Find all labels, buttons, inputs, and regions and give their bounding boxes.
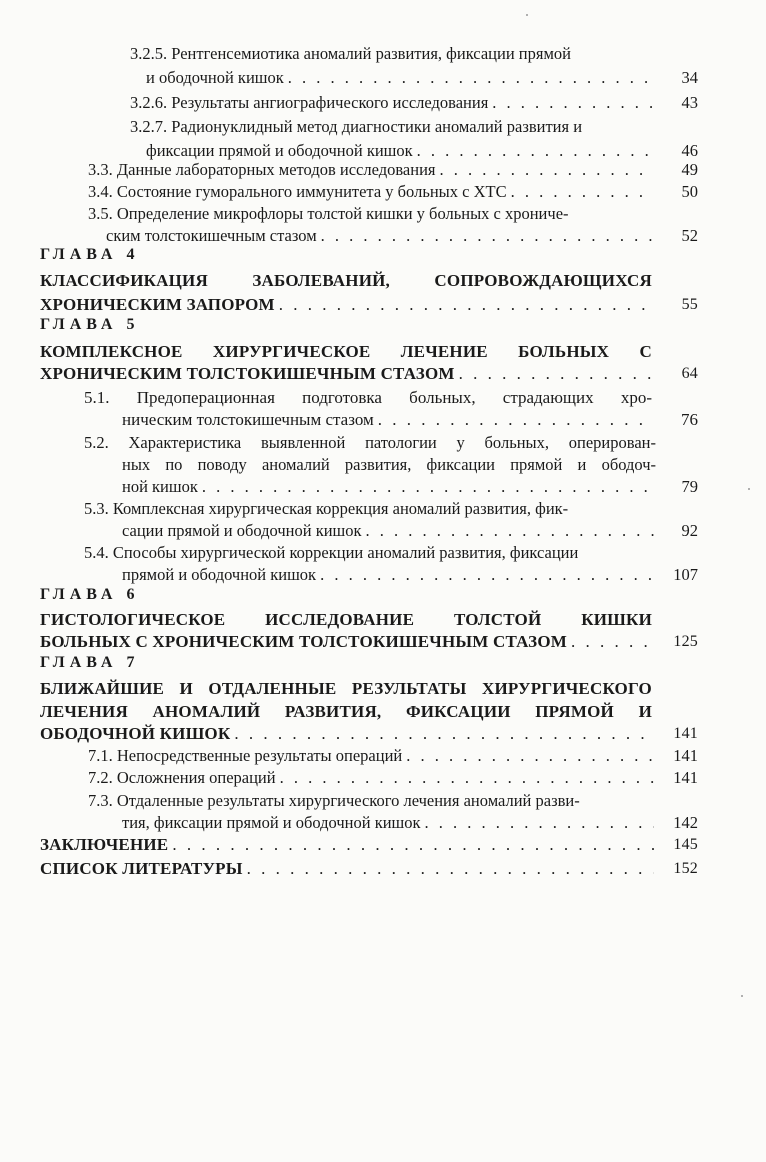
toc-entry-text: 7.3. Отдаленные результаты хирургического лечения аномалий разви- xyxy=(88,791,580,810)
dot-leader xyxy=(511,182,654,202)
toc-entry-text: 3.2.7. Радионуклидный метод диагностики аномалий развития и xyxy=(130,117,583,136)
toc-entry-text: ХРОНИЧЕСКИМ ЗАПОРОМ xyxy=(40,295,275,314)
page-number: 107 xyxy=(673,565,698,584)
chapter-4-title xyxy=(40,271,652,291)
scan-speck xyxy=(748,488,750,490)
toc-entry-7-2 xyxy=(88,768,698,788)
toc-entry-5-2-cont xyxy=(122,455,656,475)
page-number: 76 xyxy=(681,410,698,429)
toc-entry-text: фиксации прямой и ободочной кишок xyxy=(146,141,413,160)
toc-entry-5-4 xyxy=(84,543,660,563)
chapter-7-label: ГЛАВА 7 xyxy=(40,654,140,671)
toc-entry-7-3-cont xyxy=(122,813,698,833)
chapter-5-label: ГЛАВА 5 xyxy=(40,316,140,333)
toc-entry-text: 3.2.5. Рентгенсемиотика аномалий развития, фиксации прямой xyxy=(130,44,571,63)
dot-leader xyxy=(492,93,654,113)
toc-entry-5-1 xyxy=(84,388,652,408)
page-number: 141 xyxy=(673,746,698,765)
toc-entry-3-2-7-cont xyxy=(146,141,698,161)
dot-leader xyxy=(288,68,654,88)
toc-entry-text: 5.2. Характеристика выявленной патологии у больных, оперирован- xyxy=(84,433,656,452)
dot-leader xyxy=(279,295,654,315)
dot-leader xyxy=(320,565,654,585)
chapter-7-title xyxy=(40,679,652,699)
dot-leader xyxy=(378,410,654,430)
toc-entry-text: 5.4. Способы хирургической коррекции аномалий развития, фиксации xyxy=(84,543,579,562)
toc-entry-text: КОМПЛЕКСНОЕ ХИРУРГИЧЕСКОЕ ЛЕЧЕНИЕ БОЛЬНЫХ С xyxy=(40,342,652,361)
page-number: 141 xyxy=(673,768,698,787)
dot-leader xyxy=(439,160,654,180)
chapter-4-title-cont xyxy=(40,295,698,315)
toc-entry-3-4 xyxy=(88,182,698,202)
toc-entry-7-3 xyxy=(88,791,660,811)
dot-leader xyxy=(202,477,654,497)
toc-entry-5-1-cont xyxy=(122,410,698,430)
toc-entry-5-2-cont2 xyxy=(122,477,698,497)
chapter-6-label: ГЛАВА 6 xyxy=(40,586,140,603)
toc-entry-3-2-5 xyxy=(130,44,668,64)
toc-entry-text: ским толстокишечным стазом xyxy=(106,226,317,245)
dot-leader xyxy=(406,746,654,766)
chapter-5-title-cont xyxy=(40,364,698,384)
toc-entry-text: прямой и ободочной кишок xyxy=(122,565,317,584)
page-number: 64 xyxy=(681,365,698,382)
toc-entry-conclusion xyxy=(40,835,698,855)
toc-entry-text: 3.2.6. Результаты ангиографического исследования xyxy=(130,93,489,112)
chapter-6-title-cont xyxy=(40,632,698,652)
toc-entry-text: 7.2. Осложнения операций xyxy=(88,768,276,787)
dot-leader xyxy=(425,813,654,833)
toc-entry-text: и ободочной кишок xyxy=(146,68,284,87)
page-number: 34 xyxy=(681,68,698,87)
page-number: 46 xyxy=(681,141,698,160)
page-number: 79 xyxy=(681,477,698,496)
toc-entry-text: БОЛЬНЫХ С ХРОНИЧЕСКИМ ТОЛСТОКИШЕЧНЫМ СТАЗОМ xyxy=(40,632,568,651)
toc-entry-text: СПИСОК ЛИТЕРАТУРЫ xyxy=(40,859,243,878)
toc-entry-text: 3.4. Состояние гуморального иммунитета у больных с ХТС xyxy=(88,182,507,201)
dot-leader xyxy=(459,364,654,384)
toc-entry-5-2 xyxy=(84,433,656,453)
toc-entry-3-5 xyxy=(88,204,660,224)
toc-entry-5-3 xyxy=(84,499,656,519)
dot-leader xyxy=(280,768,654,788)
chapter-7-title-cont2 xyxy=(40,724,698,744)
page-number: 92 xyxy=(681,521,698,540)
chapter-5-title xyxy=(40,342,652,362)
toc-entry-text: 7.1. Непосредственные результаты операций xyxy=(88,746,403,765)
toc-entry-5-3-cont xyxy=(122,521,698,541)
toc-entry-3-2-6 xyxy=(130,93,698,113)
dot-leader xyxy=(247,859,654,879)
toc-entry-text: 3.3. Данные лабораторных методов исследования xyxy=(88,160,436,179)
toc-entry-text: КЛАССИФИКАЦИЯ ЗАБОЛЕВАНИЙ, СОПРОВОЖДАЮЩИХСЯ xyxy=(40,271,652,290)
toc-entry-text: ГИСТОЛОГИЧЕСКОЕ ИССЛЕДОВАНИЕ ТОЛСТОЙ КИШКИ xyxy=(40,610,652,629)
toc-entry-text: сации прямой и ободочной кишок xyxy=(122,521,362,540)
dot-leader xyxy=(321,226,654,246)
chapter-4-label: ГЛАВА 4 xyxy=(40,246,140,263)
toc-entry-3-2-5-cont xyxy=(146,68,698,88)
page-number: 141 xyxy=(673,725,698,742)
toc-entry-text: 3.5. Определение микрофлоры толстой кишки у больных с хрониче- xyxy=(88,204,569,223)
page-number: 142 xyxy=(673,813,698,832)
toc-entry-7-1 xyxy=(88,746,698,766)
page-number: 49 xyxy=(681,160,698,179)
page-number: 145 xyxy=(673,836,698,853)
page-number: 50 xyxy=(681,182,698,201)
page-number: 52 xyxy=(681,226,698,245)
dot-leader xyxy=(571,632,654,652)
toc-entry-text: ной кишок xyxy=(122,477,198,496)
toc-entry-text: 5.3. Комплексная хирургическая коррекция аномалий развития, фик- xyxy=(84,499,569,518)
toc-entry-text: тия, фиксации прямой и ободочной кишок xyxy=(122,813,421,832)
chapter-7-title-cont xyxy=(40,702,652,722)
scan-speck xyxy=(526,14,528,16)
dot-leader xyxy=(417,141,654,161)
toc-entry-3-3 xyxy=(88,160,698,180)
dot-leader xyxy=(366,521,654,541)
toc-entry-text: ническим толстокишечным стазом xyxy=(122,410,374,429)
scan-speck xyxy=(741,995,743,997)
toc-entry-text: БЛИЖАЙШИЕ И ОТДАЛЕННЫЕ РЕЗУЛЬТАТЫ ХИРУРГИЧЕСКОГО xyxy=(40,679,652,698)
toc-entry-5-4-cont xyxy=(122,565,698,585)
toc-entry-3-5-cont xyxy=(106,226,698,246)
toc-entry-text: ЗАКЛЮЧЕНИЕ xyxy=(40,835,169,854)
page-number: 43 xyxy=(681,93,698,112)
dot-leader xyxy=(234,724,654,744)
toc-entry-text: ОБОДОЧНОЙ КИШОК xyxy=(40,724,231,743)
toc-entry-references xyxy=(40,859,698,879)
toc-entry-text: ных по поводу аномалий развития, фиксации прямой и ободоч- xyxy=(122,455,656,474)
dot-leader xyxy=(172,835,654,855)
page-number: 152 xyxy=(673,860,698,877)
page-number: 125 xyxy=(673,633,698,650)
toc-entry-text: ХРОНИЧЕСКИМ ТОЛСТОКИШЕЧНЫМ СТАЗОМ xyxy=(40,364,455,383)
chapter-6-title xyxy=(40,610,652,630)
page-number: 55 xyxy=(681,296,698,313)
toc-entry-text: ЛЕЧЕНИЯ АНОМАЛИЙ РАЗВИТИЯ, ФИКСАЦИИ ПРЯМОЙ И xyxy=(40,702,652,721)
toc-entry-text: 5.1. Предоперационная подготовка больных, страдающих хро- xyxy=(84,388,652,407)
toc-entry-3-2-7 xyxy=(130,117,668,137)
